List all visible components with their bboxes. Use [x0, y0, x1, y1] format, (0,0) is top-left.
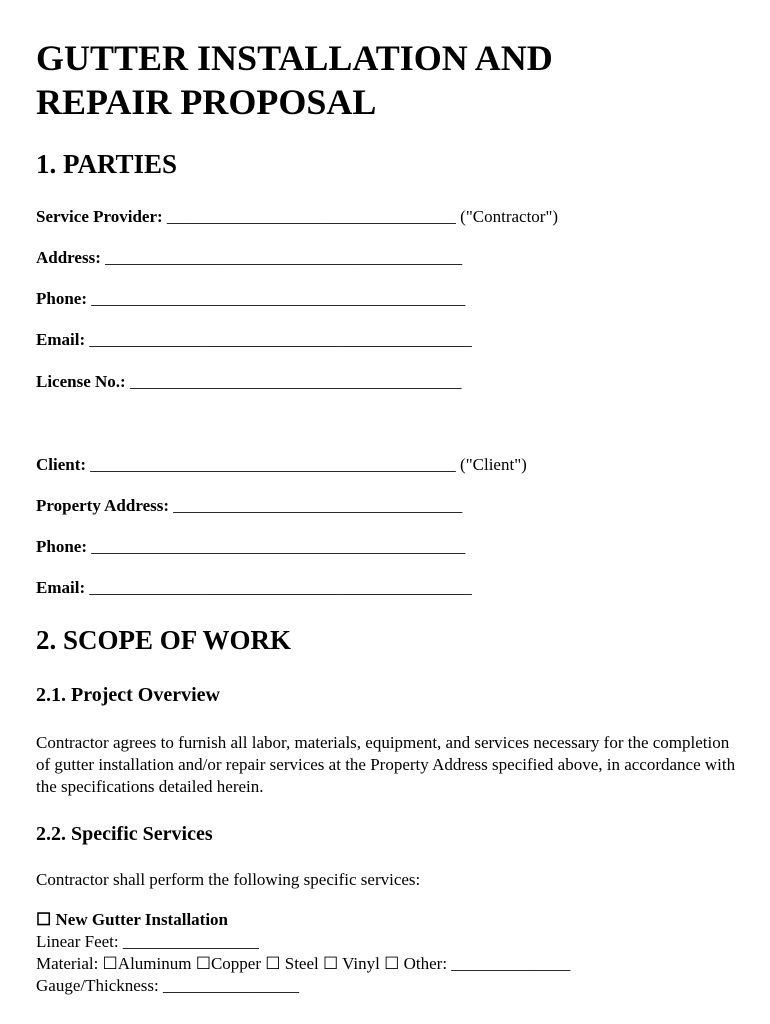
contractor-email-label: Email:: [36, 330, 86, 349]
client-suffix: ("Client"): [460, 455, 527, 474]
client-phone-blank[interactable]: ____________________________________________: [91, 537, 466, 556]
property-address-blank[interactable]: __________________________________: [173, 496, 463, 515]
contractor-email-blank[interactable]: _____________________________________________: [89, 330, 472, 349]
client-phone-field: [36, 537, 465, 557]
specific-services-heading: 2.2. Specific Services: [36, 823, 213, 845]
license-blank[interactable]: _______________________________________: [129, 372, 462, 391]
contractor-phone-blank[interactable]: ____________________________________________: [91, 289, 466, 308]
contractor-email-field: [36, 330, 472, 350]
property-address-label: Property Address:: [36, 496, 170, 515]
gauge-thickness-field[interactable]: Gauge/Thickness: ________________: [36, 976, 299, 995]
client-blank[interactable]: ___________________________________________: [90, 455, 456, 474]
contractor-address-field: [36, 248, 462, 268]
client-email-label: Email:: [36, 578, 86, 597]
client-email-blank[interactable]: _____________________________________________: [89, 578, 472, 597]
client-phone-label: Phone:: [36, 537, 87, 556]
section-2-heading: 2. SCOPE OF WORK: [36, 625, 292, 655]
property-address-field: [36, 496, 462, 516]
section-1-heading: 1. PARTIES: [36, 149, 178, 179]
service-provider-blank[interactable]: __________________________________: [166, 207, 456, 226]
linear-feet-field[interactable]: Linear Feet: ________________: [36, 932, 259, 951]
contractor-address-label: Address:: [36, 248, 101, 267]
new-gutter-installation-checkbox[interactable]: ☐ New Gutter Installation: [36, 910, 229, 929]
contractor-address-blank[interactable]: __________________________________________: [105, 248, 463, 267]
material-options[interactable]: Material: ☐Aluminum ☐Copper ☐ Steel ☐ Vinyl ☐ Other: ______________: [36, 954, 571, 973]
document-title: GUTTER INSTALLATION AND REPAIR PROPOSAL: [36, 38, 553, 122]
client-email-field: [36, 578, 472, 598]
contractor-phone-label: Phone:: [36, 289, 87, 308]
service-provider-label: Service Provider:: [36, 207, 163, 226]
contractor-suffix: ("Contractor"): [460, 207, 559, 226]
license-label: License No.:: [36, 372, 126, 391]
project-overview-heading: 2.1. Project Overview: [36, 684, 220, 706]
specific-services-intro: Contractor shall perform the following specific services:: [36, 870, 421, 889]
client-field: [36, 455, 527, 475]
license-field: [36, 372, 461, 392]
project-overview-text: Contractor agrees to furnish all labor, materials, equipment, and services necessary for the completion of gutter installation and/or repair services at the Property Address specified above, in accordance with the specifications detailed herein.: [36, 733, 736, 796]
service-provider-field: [36, 207, 558, 227]
client-label: Client:: [36, 455, 87, 474]
contractor-phone-field: [36, 289, 465, 309]
